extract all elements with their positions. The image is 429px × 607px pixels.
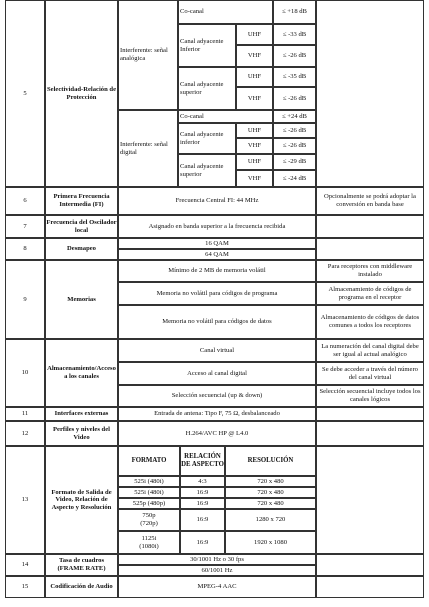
row-15-note-cell: [316, 576, 424, 598]
digital-inferior-uhf-value: ≤ -26 dB: [282, 126, 307, 134]
analog-superior-uhf-value: ≤ -35 dB: [282, 73, 307, 81]
row-10-note3: Selección secuencial incluye todos los canales lógicos: [319, 388, 421, 403]
digital-superior-vhf-value: ≤ -24 dB: [282, 174, 307, 182]
row-11-number: 11: [21, 410, 29, 418]
format-row-4-aspecto: 16:9: [196, 516, 209, 524]
analog-cocanal-value: ≤ +18 dB: [282, 8, 307, 16]
format-row-4-resolucion: 1280 x 720: [255, 516, 286, 524]
row-9-number: 9: [23, 295, 27, 303]
format-row-5-formato: 1125i (1080i): [139, 534, 159, 550]
row-5-notes-cell: [316, 0, 424, 187]
row-12-number: 12: [21, 429, 29, 437]
format-header: FORMATO: [131, 457, 167, 465]
format-row-4-formato: 750p (720p): [140, 512, 158, 527]
digital-superior-uhf-value: ≤ -29 dB: [282, 158, 307, 166]
analog-superior-vhf-value: ≤ -26 dB: [282, 94, 307, 102]
digital-superior-label: Canal adyacente superior: [180, 162, 224, 178]
format-row-3-formato: 525p (480p): [132, 499, 166, 507]
row-10-note1: La numeración del canal digital debe ser igual al actual analógico: [321, 342, 419, 358]
format-row-1-aspecto: 4:3: [198, 477, 207, 485]
digital-inferior-uhf: UHF: [247, 126, 262, 134]
row-14-note-cell: [316, 554, 424, 576]
format-row-3-aspecto: 16:9: [196, 499, 209, 507]
analog-inferior-vhf-value: ≤ -26 dB: [282, 52, 307, 60]
analog-cocanal-label: Co-canal: [180, 8, 204, 16]
format-row-2-formato: 525i (480i): [134, 488, 164, 496]
digital-superior-vhf: VHF: [247, 174, 262, 182]
analog-inferior-label: Canal adyacente Inferior: [180, 37, 224, 53]
row-7-title: Frecuencia del Oscilador local: [46, 218, 117, 234]
resolution-header: RESOLUCIÓN: [247, 457, 294, 465]
analog-superior-label: Canal adyacente superior: [180, 80, 224, 96]
row-6-number: 6: [23, 197, 27, 205]
row-15-title: Codificación de Audio: [50, 583, 113, 591]
row-8-number: 8: [23, 245, 27, 253]
aspect-header: RELACIÓN DE ASPECTO: [181, 453, 224, 468]
row-8-title: Desmapeo: [67, 245, 96, 253]
row-9-value2: Memoria no volátil para códigos de programa: [156, 289, 278, 297]
row-12-note-cell: [316, 421, 424, 446]
row-13-note-cell: [316, 446, 424, 554]
format-row-1-resolucion: 720 x 480: [257, 477, 284, 485]
row-10-value2: Acceso al canal digital: [187, 369, 247, 377]
row-6-value: Frecuencia Central FI: 44 MHz: [175, 197, 259, 205]
row-14-title: Tasa de cuadros (FRAME RATE): [57, 557, 106, 572]
digital-cocanal-value: ≤ +24 dB: [282, 112, 307, 120]
format-row-2-aspecto: 16:9: [196, 488, 209, 496]
row-7-note-cell: [316, 215, 424, 238]
analog-interferer-label: Interferente: señal analógica: [120, 47, 168, 62]
format-row-3-resolucion: 720 x 480: [257, 499, 284, 507]
format-row-2-resolucion: 720 x 480: [257, 488, 284, 496]
row-9-value3: Memoria no volátil para códigos de datos: [162, 318, 272, 326]
row-5-title: Selectividad-Relación de Protección: [46, 85, 117, 101]
analog-inferior-vhf: VHF: [247, 52, 262, 60]
row-8-note-cell: [316, 238, 424, 260]
row-14-value1: 30/1001 Hz o 30 fps: [190, 555, 244, 563]
row-14-value2: 60/1001 Hz: [201, 566, 233, 574]
row-8-value1: 16 QAM: [205, 239, 229, 247]
row-9-title: Memorias: [67, 295, 96, 303]
analog-inferior-uhf: UHF: [247, 30, 262, 38]
analog-superior-vhf: VHF: [247, 94, 262, 102]
row-10-number: 10: [21, 369, 29, 377]
digital-inferior-vhf-value: ≤ -26 dB: [282, 142, 307, 150]
row-15-value: MPEG-4 AAC: [197, 583, 237, 591]
row-10-value1: Canal virtual: [199, 346, 235, 354]
row-7-value: Asignado en banda superior a la frecuencia recibida: [148, 222, 286, 230]
row-10-note2: Se debe acceder a través del número del canal virtual: [322, 365, 418, 381]
row-12-title: Perfiles y niveles del Video: [53, 425, 110, 441]
analog-superior-uhf: UHF: [247, 73, 262, 81]
row-11-note-cell: [316, 407, 424, 421]
row-9-value1: Mínimo de 2 MB de memoria volátil: [168, 267, 266, 275]
format-row-1-formato: 525i (480i): [134, 477, 164, 485]
digital-superior-uhf: UHF: [247, 158, 262, 166]
row-12-value: H.264/AVC HP @ L4.0: [185, 429, 249, 437]
row-9-note2: Almacenamiento de códigos de programa en el receptor: [328, 285, 412, 301]
analog-inferior-uhf-value: ≤ -33 dB: [282, 30, 307, 38]
row-9-note1: Para receptores con middleware instalado: [327, 263, 413, 278]
row-6-title: Primera Frecuencia Intermedia (FI): [53, 193, 110, 208]
digital-inferior-label: Canal adyacente inferior: [180, 130, 224, 146]
row-13-number: 13: [21, 496, 29, 504]
row-13-title: Formato de Salida de Video, Relación de Aspecto y Resolución: [51, 488, 112, 511]
row-10-title: Almacenamiento/Acceso a los canales: [47, 365, 116, 380]
row-8-value2: 64 QAM: [205, 250, 229, 258]
format-row-5-resolucion: 1920 x 1080: [254, 538, 287, 546]
format-row-5-aspecto: 16:9: [196, 538, 209, 546]
digital-interferer-label: Interferente: señal digital: [120, 140, 168, 156]
row-14-number: 14: [21, 561, 29, 569]
row-6-note: Opcionalmente se podrá adoptar la conversión en banda base: [324, 193, 416, 208]
row-7-number: 7: [23, 222, 27, 230]
row-5-number: 5: [23, 89, 27, 97]
row-15-number: 15: [21, 583, 29, 591]
digital-inferior-vhf: VHF: [247, 142, 262, 150]
row-11-value: Entrada de antena: Tipo F, 75 Ω, desbalanceado: [154, 410, 280, 418]
row-11-title: Interfaces externas: [54, 410, 109, 418]
row-10-value3: Selección secuencial (up & down): [171, 392, 263, 400]
row-9-note3: Almacenamiento de códigos de datos comunes a todos los receptores: [320, 314, 420, 329]
digital-cocanal-label: Co-canal: [180, 112, 204, 120]
